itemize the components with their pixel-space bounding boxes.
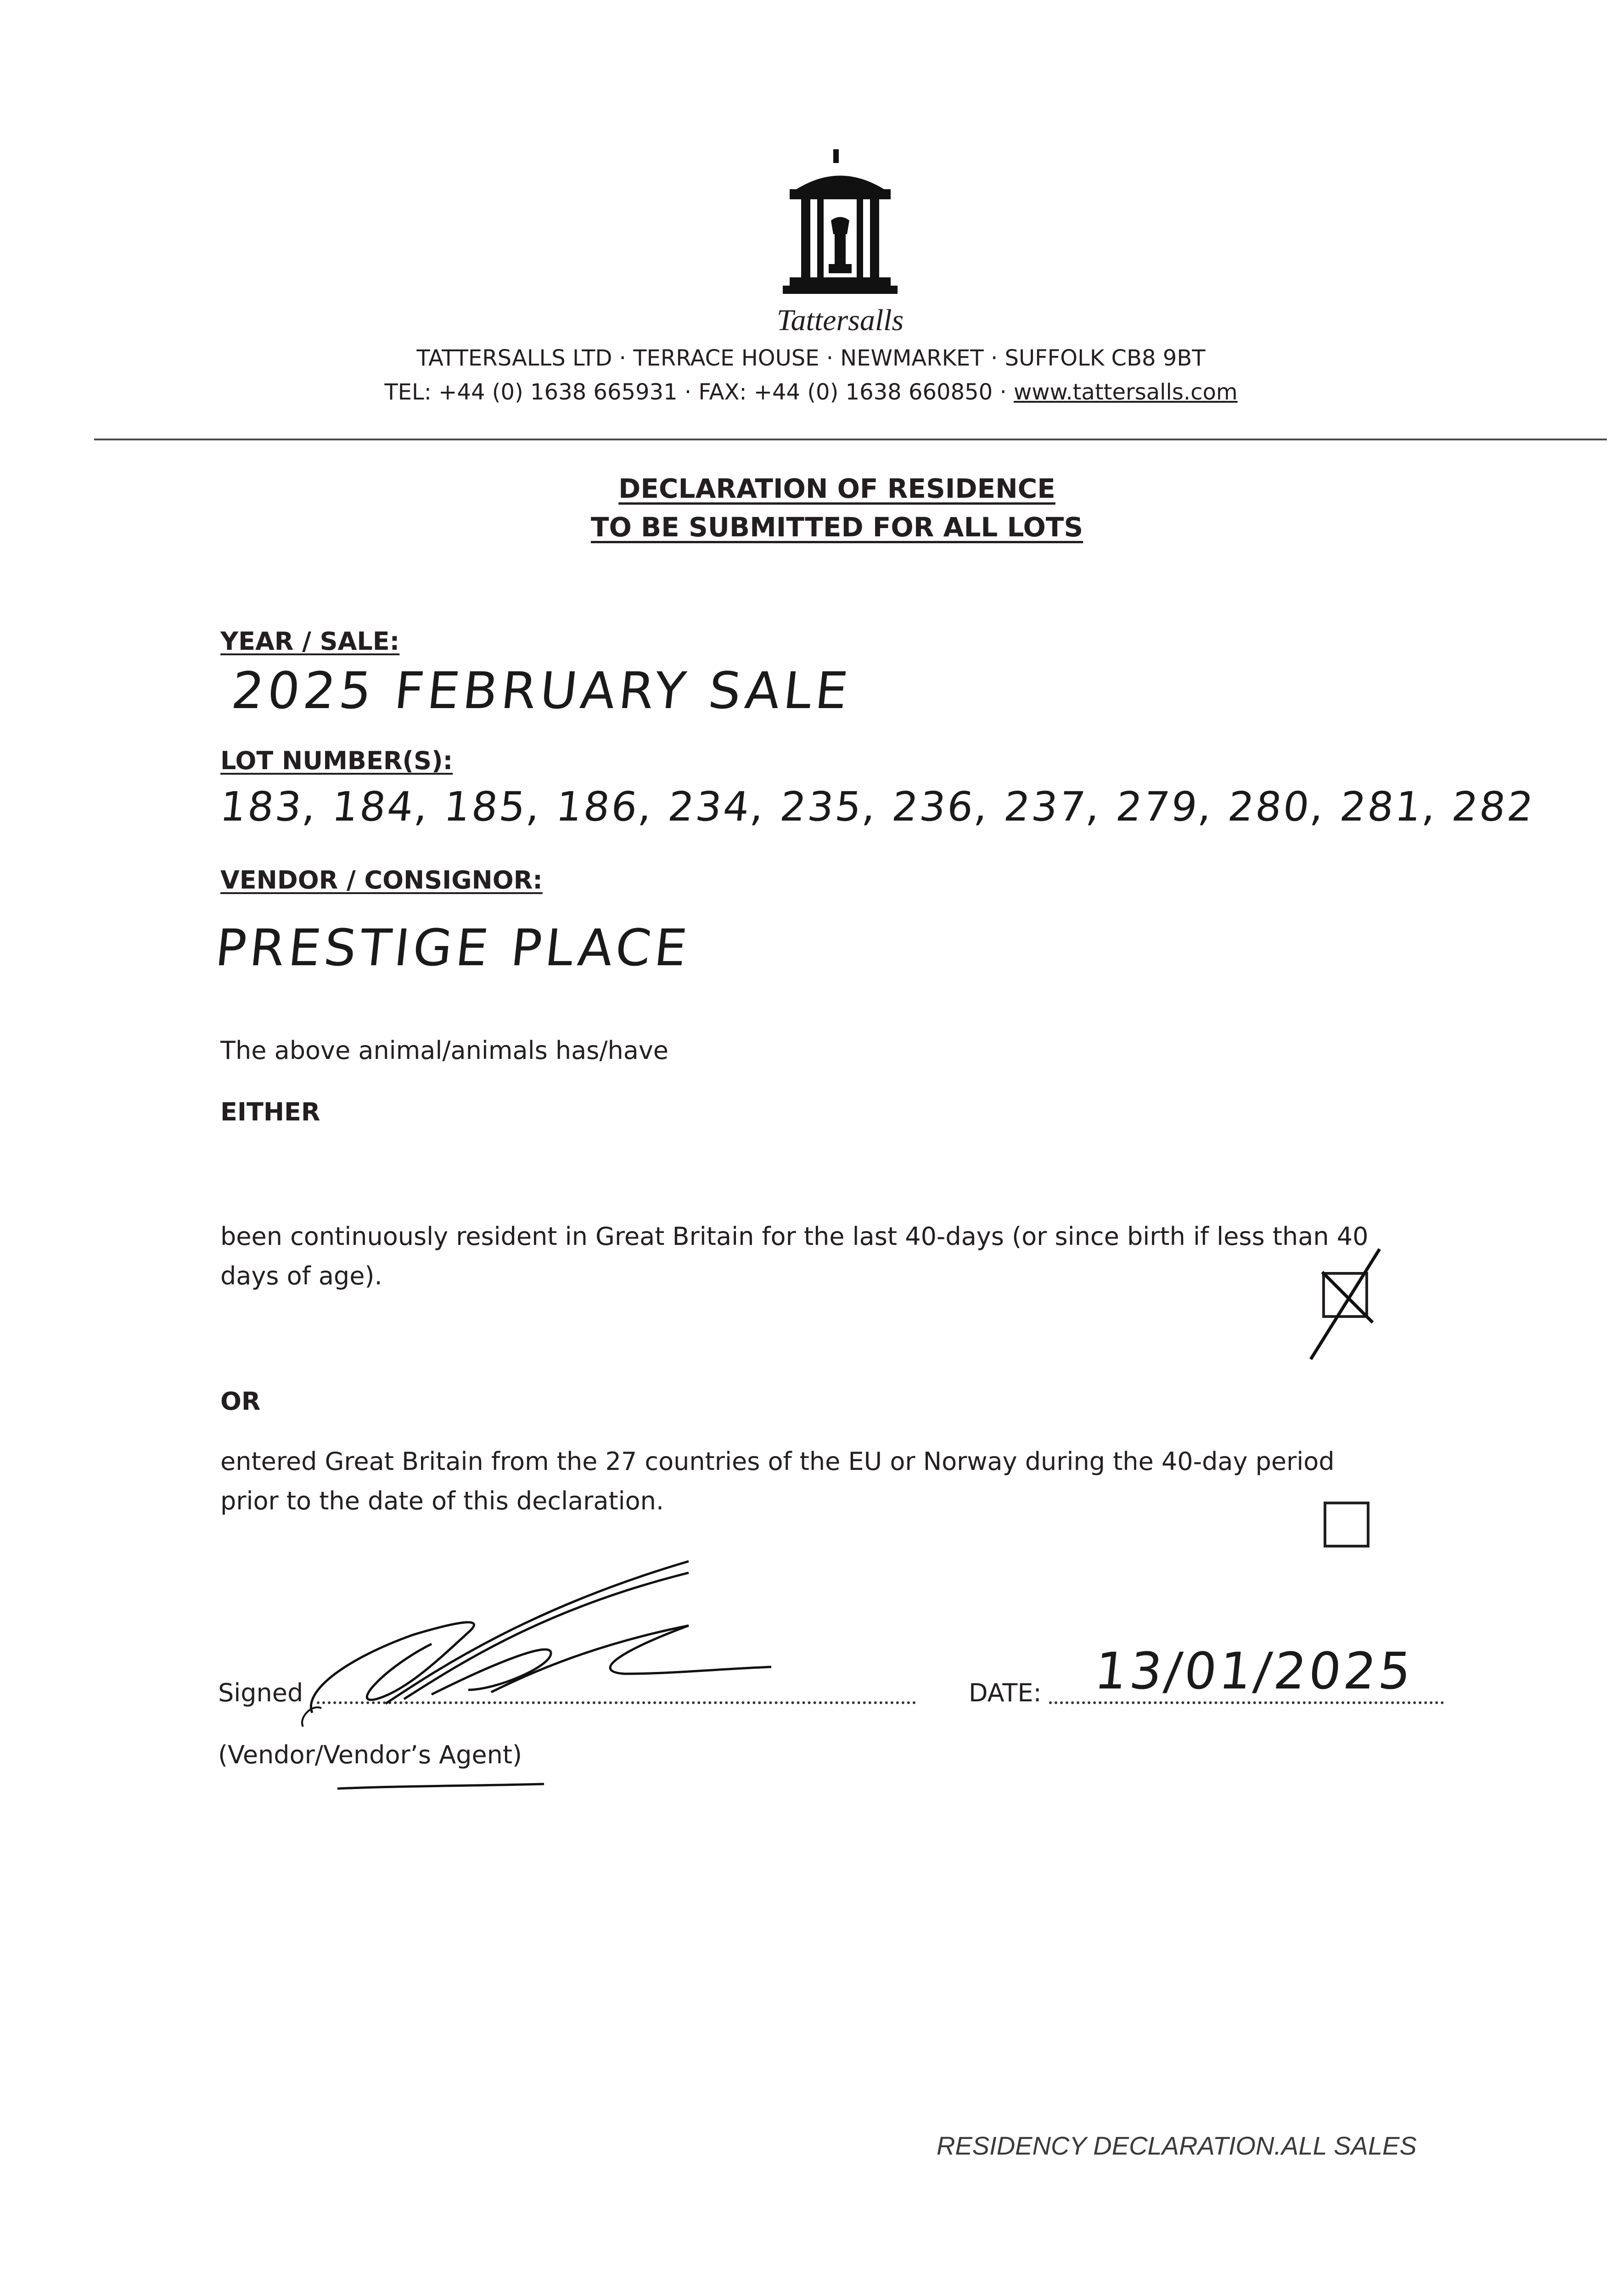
header-divider [94, 439, 1607, 440]
signature-image [294, 1552, 790, 1745]
option2-line1: entered Great Britain from the 27 countries of the EU or Norway during the 40-day period [220, 1447, 1335, 1476]
either-label: EITHER [220, 1097, 320, 1126]
option1-text [220, 1217, 1368, 1296]
form-footer: RESIDENCY DECLARATION.ALL SALES [937, 2131, 1417, 2160]
signer-role: (Vendor/Vendor’s Agent) [218, 1740, 522, 1769]
form-subtitle: TO BE SUBMITTED FOR ALL LOTS [590, 512, 1083, 543]
option1-line1: been continuously resident in Great Britain for the last 40-days (or since birth if less than 40 [220, 1222, 1369, 1251]
lot-numbers-value[interactable]: 183, 184, 185, 186, 234, 235, 236, 237, 279, 280, 281, 282 [218, 783, 1538, 830]
statement-intro: The above animal/animals has/have [220, 1036, 669, 1065]
address-line: TATTERSALLS LTD · TERRACE HOUSE · NEWMARKET · SUFFOLK CB8 9BT [416, 345, 1206, 371]
phone-fax-text: TEL: +44 (0) 1638 665931 · FAX: +44 (0) 1638 660850 · [384, 379, 1014, 405]
contact-line [0, 379, 1622, 405]
form-title: DECLARATION OF RESIDENCE [618, 473, 1055, 504]
date-label: DATE: [969, 1678, 1042, 1707]
company-name: Tattersalls [776, 304, 904, 337]
website-link[interactable]: www.tattersalls.com [1013, 379, 1238, 405]
year-sale-value[interactable]: 2025 FEBRUARY SALE [229, 661, 854, 720]
option1-line2: days of age). [220, 1261, 382, 1290]
date-value[interactable]: 13/01/2025 [1092, 1642, 1417, 1700]
tattersalls-logo [762, 147, 918, 312]
option2-checkbox[interactable] [1324, 1502, 1369, 1548]
option2-text [220, 1442, 1335, 1521]
vendor-label: VENDOR / CONSIGNOR: [220, 866, 543, 895]
signer-role-underline [335, 1779, 546, 1798]
checkmark-cross-icon [1304, 1212, 1386, 1368]
signed-label: Signed [218, 1678, 303, 1707]
option2-line2: prior to the date of this declaration. [220, 1486, 664, 1515]
date-line [1049, 1701, 1444, 1704]
lot-numbers-label: LOT NUMBER(S): [220, 746, 453, 775]
or-label: OR [220, 1387, 261, 1416]
vendor-value[interactable]: PRESTIGE PLACE [213, 918, 693, 977]
year-sale-label: YEAR / SALE: [220, 627, 400, 656]
